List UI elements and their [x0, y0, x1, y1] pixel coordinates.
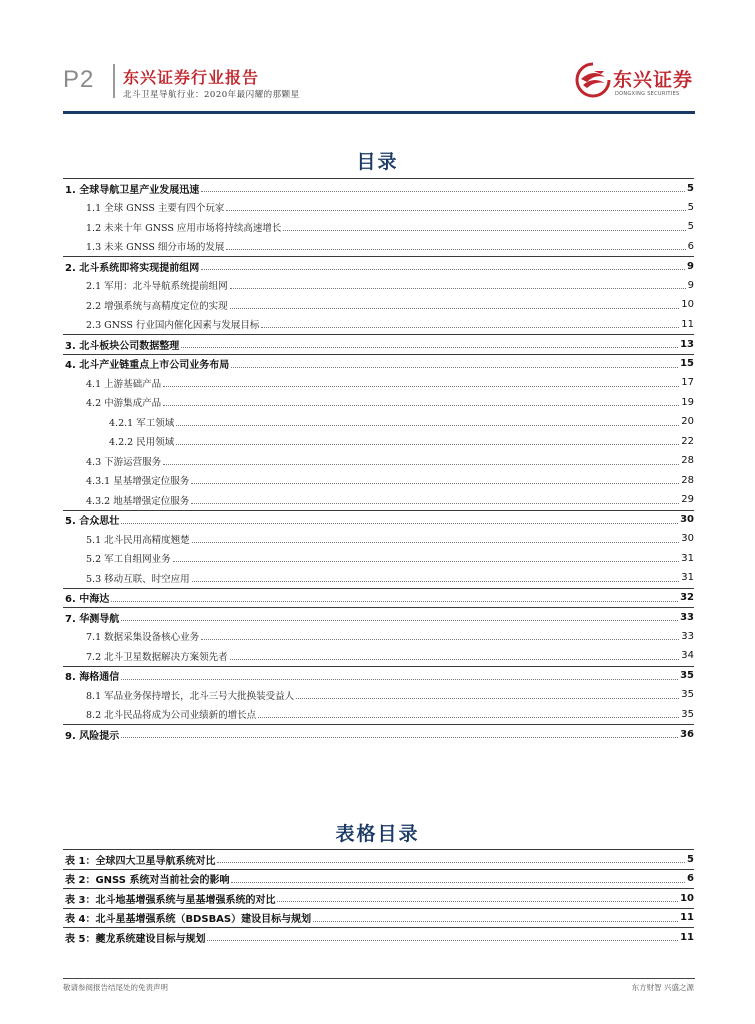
toc-entry-page: 6: [687, 873, 694, 885]
toc-entry-page: 11: [680, 912, 694, 924]
toc-entry[interactable]: [63, 178, 694, 198]
toc-entry[interactable]: [63, 666, 694, 686]
toc-entry-label: 3. 北斗板块公司数据整理: [65, 340, 180, 352]
footer-rule: [63, 978, 695, 979]
toc-entry-label: 2.3 GNSS 行业国内催化因素与发展目标: [86, 320, 260, 332]
dot-leader: [121, 523, 678, 524]
toc-entry[interactable]: [63, 549, 694, 569]
dot-leader: [163, 386, 679, 387]
header-rule: [63, 111, 695, 114]
dot-leader: [181, 347, 678, 348]
toc-entry-page: 30: [680, 514, 694, 526]
toc-entry-label: 表 2：GNSS 系统对当前社会的影响: [65, 875, 230, 887]
table-toc-title: 表格目录: [335, 823, 420, 845]
toc-entry-label: 4.3.2 地基增强定位服务: [86, 495, 190, 507]
dot-leader: [192, 542, 680, 543]
toc-entry-label: 4.2 中游集成产品: [86, 398, 162, 410]
toc-title: 目录: [356, 151, 399, 173]
dot-leader: [296, 698, 679, 699]
toc-entry-page: 35: [680, 670, 694, 682]
page-number: P2: [63, 66, 95, 93]
toc-entry-label: 2.2 增强系统与高精度定位的实现: [86, 300, 228, 312]
toc-entry-page: 32: [680, 592, 694, 604]
toc-entry[interactable]: [63, 685, 694, 705]
toc-entry-page: 13: [680, 338, 694, 350]
dot-leader: [226, 210, 685, 211]
toc-entry-label: 4.3 下游运营服务: [86, 456, 162, 468]
toc-entry-label: 表 5：夔龙系统建设目标与规划: [65, 933, 206, 945]
toc-entry-label: 8.2 北斗民品将成为公司业绩新的增长点: [86, 710, 257, 722]
table-toc-entry[interactable]: [63, 927, 694, 947]
toc-entry[interactable]: [63, 510, 694, 530]
toc-entry-page: 35: [681, 689, 694, 701]
toc-entry-page: 29: [681, 494, 694, 506]
logo-mark-icon: [574, 62, 612, 98]
toc-entry-page: 34: [681, 650, 694, 662]
toc-entry[interactable]: [63, 588, 694, 608]
footer-disclaimer: 敬请参阅报告结尾处的免责声明: [63, 983, 168, 992]
toc-entry-page: 15: [680, 358, 694, 370]
toc-entry-label: 5.2 军工自组网业务: [86, 554, 171, 566]
toc-entry-page: 10: [681, 299, 694, 311]
toc-entry[interactable]: [63, 276, 694, 296]
toc-entry[interactable]: [63, 315, 694, 335]
toc-entry[interactable]: [63, 256, 694, 276]
toc-entry[interactable]: [63, 412, 694, 432]
toc-entry-page: 9: [687, 260, 694, 272]
logo-name-cn: 东兴证券: [613, 69, 694, 91]
toc-entry-page: 28: [681, 474, 694, 486]
toc-entry[interactable]: [63, 295, 694, 315]
table-toc-entry[interactable]: [63, 888, 694, 908]
dot-leader: [173, 561, 680, 562]
toc-entry-page: 22: [681, 435, 694, 447]
toc-entry[interactable]: [63, 490, 694, 510]
table-toc-entry[interactable]: [63, 908, 694, 928]
toc-entry-page: 30: [681, 533, 694, 545]
toc-entry-page: 10: [680, 892, 694, 904]
toc-entry-label: 5.3 移动互联、时空应用: [86, 573, 190, 585]
dot-leader: [192, 581, 680, 582]
toc-entry-page: 35: [681, 708, 694, 720]
toc-entry-page: 19: [681, 396, 694, 408]
toc-entry[interactable]: [63, 646, 694, 666]
company-logo: [574, 62, 694, 102]
toc-entry-label: 2.1 军用：北斗导航系统提前组网: [86, 281, 228, 293]
toc-entry-label: 5.1 北斗民用高精度翘楚: [86, 534, 190, 546]
toc-entry[interactable]: [63, 529, 694, 549]
toc-entry[interactable]: [63, 217, 694, 237]
toc-entry[interactable]: [63, 354, 694, 374]
toc-entry-page: 5: [687, 182, 694, 194]
toc-entry-label: 7.2 北斗卫星数据解决方案领先者: [86, 651, 228, 663]
toc-entry-label: 1. 全球导航卫星产业发展迅速: [65, 184, 200, 196]
dot-leader: [230, 659, 680, 660]
toc-entry-page: 20: [681, 416, 694, 428]
toc-entry-page: 11: [681, 318, 694, 330]
dot-leader: [226, 249, 685, 250]
toc-entry-label: 1.3 未来 GNSS 细分市场的发展: [86, 242, 225, 254]
toc-entry-label: 4.2.1 军工领域: [109, 417, 175, 429]
toc-entry-label: 4. 北斗产业链重点上市公司业务布局: [65, 360, 230, 372]
toc-entry[interactable]: [63, 198, 694, 218]
toc-entry[interactable]: [63, 627, 694, 647]
dot-leader: [121, 620, 678, 621]
toc-entry[interactable]: [63, 237, 694, 257]
toc-entry-page: 28: [681, 455, 694, 467]
table-toc-list: [63, 849, 694, 947]
toc-entry-page: 31: [681, 572, 694, 584]
toc-entry-page: 33: [681, 630, 694, 642]
dot-leader: [230, 308, 680, 309]
dot-leader: [111, 601, 678, 602]
toc-entry-label: 4.1 上游基础产品: [86, 378, 162, 390]
toc-entry[interactable]: [63, 451, 694, 471]
toc-entry[interactable]: [63, 432, 694, 452]
dot-leader: [176, 425, 679, 426]
toc-entry-page: 36: [680, 728, 694, 740]
toc-entry-page: 11: [680, 931, 694, 943]
dot-leader: [163, 405, 679, 406]
toc-entry-page: 31: [681, 552, 694, 564]
toc-entry[interactable]: [63, 724, 694, 744]
dot-leader: [230, 288, 686, 289]
dot-leader: [217, 862, 685, 863]
toc-entry-label: 1.2 未来十年 GNSS 应用市场将持续高速增长: [86, 222, 282, 234]
report-subtitle: 北斗卫星导航行业：2020年最闪耀的那颗星: [123, 90, 300, 100]
toc-entry-label: 9. 风险提示: [65, 730, 120, 742]
toc-entry[interactable]: [63, 334, 694, 354]
toc-entry-page: 5: [687, 201, 694, 213]
toc-entry[interactable]: [63, 568, 694, 588]
toc-entry-label: 表 4：北斗星基增强系统（BDSBAS）建设目标与规划: [65, 914, 312, 926]
dot-leader: [283, 230, 685, 231]
toc-entry-label: 5. 合众思壮: [65, 516, 120, 528]
table-toc-entry[interactable]: [63, 869, 694, 889]
dot-leader: [207, 940, 678, 941]
dot-leader: [261, 327, 679, 328]
toc-entry-label: 4.2.2 民用领域: [109, 437, 175, 449]
toc-entry[interactable]: [63, 373, 694, 393]
dot-leader: [231, 367, 678, 368]
toc-entry-label: 7. 华测导航: [65, 613, 120, 625]
logo-name-en: DONGXING SECURITIES: [615, 91, 680, 97]
toc-entry-label: 1.1 全球 GNSS 主要有四个玩家: [86, 203, 225, 215]
toc-entry[interactable]: [63, 705, 694, 725]
toc-entry[interactable]: [63, 393, 694, 413]
toc-entry-page: 9: [687, 279, 694, 291]
dot-leader: [191, 483, 679, 484]
toc-entry-page: 6: [687, 240, 694, 252]
toc-entry-label: 8. 海格通信: [65, 672, 120, 684]
toc-entry-label: 2. 北斗系统即将实现提前组网: [65, 262, 200, 274]
dot-leader: [277, 901, 678, 902]
dot-leader: [201, 191, 685, 192]
dot-leader: [313, 921, 678, 922]
toc-entry-label: 4.3.1 星基增强定位服务: [86, 476, 190, 488]
toc-entry-label: 8.1 军品业务保持增长，北斗三号大批换装受益人: [86, 690, 295, 702]
toc-entry-page: 5: [687, 853, 694, 865]
dot-leader: [231, 882, 685, 883]
header-divider: [113, 64, 115, 98]
toc-entry-page: 5: [687, 221, 694, 233]
table-toc-entry[interactable]: [63, 849, 694, 869]
toc-entry-label: 表 1：全球四大卫星导航系统对比: [65, 855, 216, 867]
toc-entry-page: 17: [681, 377, 694, 389]
dot-leader: [258, 717, 679, 718]
dot-leader: [201, 639, 679, 640]
toc-entry-label: 表 3：北斗地基增强系统与星基增强系统的对比: [65, 894, 276, 906]
dot-leader: [176, 444, 679, 445]
dot-leader: [201, 269, 685, 270]
toc-entry-label: 6. 中海达: [65, 594, 110, 606]
toc-list: [63, 178, 694, 744]
dot-leader: [121, 679, 678, 680]
page-header: [0, 0, 755, 116]
toc-entry-label: 7.1 数据采集设备核心业务: [86, 632, 200, 644]
toc-entry[interactable]: [63, 607, 694, 627]
dot-leader: [163, 464, 679, 465]
dot-leader: [121, 737, 678, 738]
toc-entry-page: 33: [680, 611, 694, 623]
footer-slogan: 东方财智 兴盛之源: [631, 983, 694, 992]
report-type: 东兴证券行业报告: [123, 68, 260, 87]
toc-entry[interactable]: [63, 471, 694, 491]
dot-leader: [191, 503, 679, 504]
